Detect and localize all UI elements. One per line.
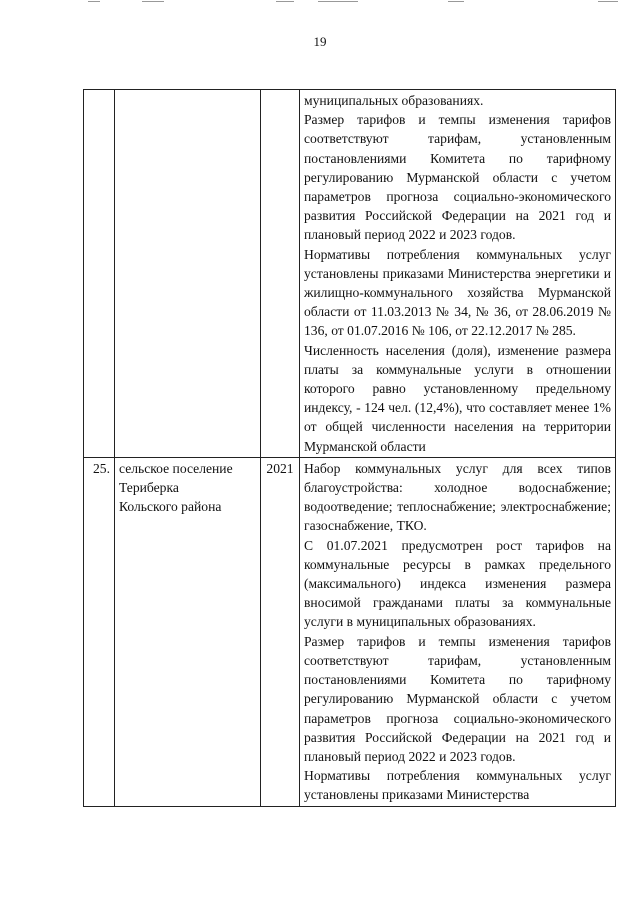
table-row — [84, 457, 616, 806]
municipality-cell — [115, 90, 261, 458]
municipality-name-line: Териберка — [119, 480, 179, 496]
description-cell — [300, 90, 616, 458]
paragraph: Набор коммунальных услуг для всех типов благоустройства: холодное водоснабжение; водоотведение; теплоснабжение; электроснабжение; газоснабжение, ТКО. — [304, 460, 611, 534]
municipality-cell — [115, 457, 261, 806]
paragraph: Нормативы потребления коммунальных услуг установлены приказами Министерства энергетики и жилищно-коммунального хозяйства Мурманской области от 11.03.2013 № 34, № 36, от 28.06.2019 № 136, от 01.07.2016 № 106, от 22.12.2017 № 285. — [304, 246, 611, 339]
row-number-cell — [84, 90, 115, 458]
paragraph: Нормативы потребления коммунальных услуг установлены приказами Министерства — [304, 768, 611, 803]
paragraph: Численность населения (доля), изменение размера платы за коммунальные услуги в отношении которого равно установленному предельному индексу, - 124 чел. (12,4%), что составляет менее 1% от общей численности населения на территории Мурманской области — [304, 342, 611, 454]
year-cell: 2021 — [261, 457, 300, 806]
municipality-name-line: сельское поселение — [119, 460, 233, 476]
row-number-cell: 25. — [84, 457, 115, 806]
table-row — [84, 90, 616, 458]
description-cell — [300, 457, 616, 806]
year-cell — [261, 90, 300, 458]
paragraph: С 01.07.2021 предусмотрен рост тарифов на коммунальные ресурсы в рамках предельного (максимального) индекса изменения размера вносимой гражданами платы за коммунальные услуги в муниципальных образованиях. — [304, 537, 611, 630]
paragraph: Размер тарифов и темпы изменения тарифов соответствуют тарифам, установленным постановлениями Комитета по тарифному регулированию Мурманской области с учетом параметров прогноза социально-экономического развития Российской Федерации на 2021 год и плановый период 2022 и 2023 годов. — [304, 633, 611, 764]
tariff-table — [83, 89, 616, 807]
page-number: 19 — [313, 34, 327, 49]
paragraph: Размер тарифов и темпы изменения тарифов соответствуют тарифам, установленным постановлениями Комитета по тарифному регулированию Мурманской области с учетом параметров прогноза социально-экономического развития Российской Федерации на 2021 год и плановый период 2022 и 2023 годов. — [304, 112, 611, 243]
paragraph: муниципальных образованиях. — [304, 93, 484, 108]
top-edge-marks — [0, 0, 640, 6]
municipality-name-line: Кольского района — [119, 499, 222, 515]
